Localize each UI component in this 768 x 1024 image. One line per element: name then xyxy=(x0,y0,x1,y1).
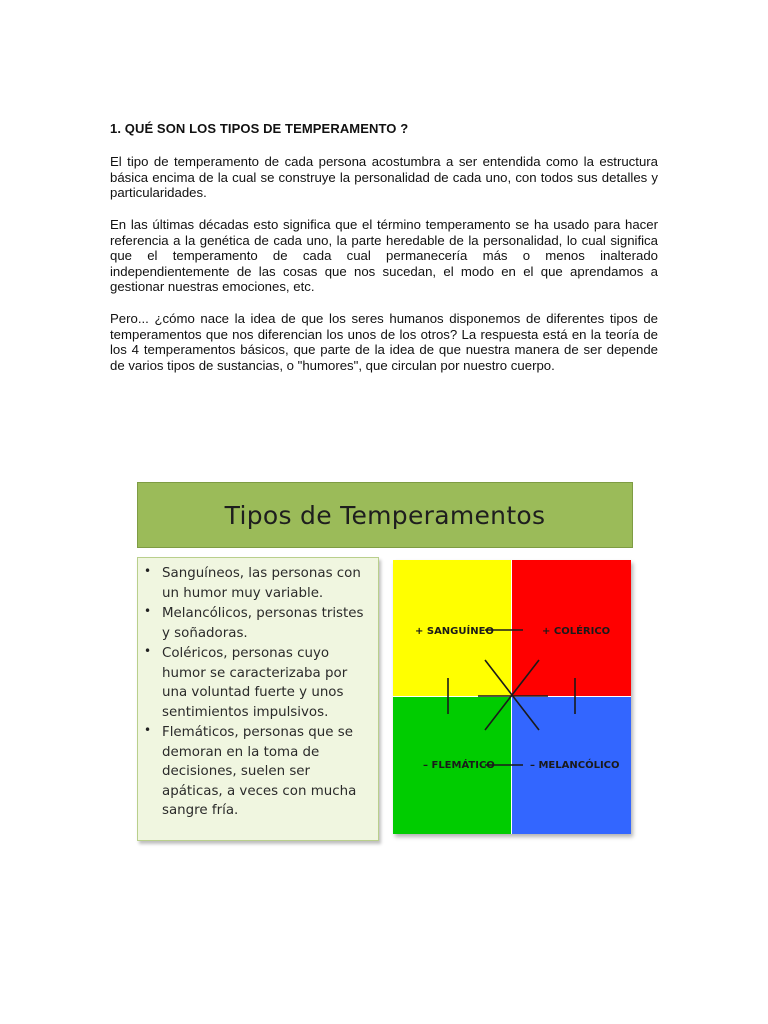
temperament-quadrant-diagram xyxy=(393,560,631,834)
bullet-dot-icon: • xyxy=(144,723,152,737)
paragraph-2 xyxy=(110,217,658,295)
paragraph-1 xyxy=(110,154,658,201)
bullet-dot-icon: • xyxy=(144,644,152,658)
bullet-sanguineos xyxy=(144,564,374,603)
bullet-text: Coléricos, personas cuyo humor se caracterizaba por una voluntad fuerte y unos sentimientos impulsivos. xyxy=(162,646,348,720)
bullet-text: Melancólicos, personas tristes y soñadoras. xyxy=(162,606,364,641)
bullet-dot-icon: • xyxy=(144,604,152,618)
section-heading: 1. QUÉ SON LOS TIPOS DE TEMPERAMENTO ? xyxy=(110,121,409,136)
bullet-dot-icon: • xyxy=(144,564,152,578)
bullet-text: Sanguíneos, las personas con un humor muy variable. xyxy=(162,566,361,601)
infographic-title: Tipos de Temperamentos xyxy=(224,500,546,530)
label-colerico: + COLÉRICO xyxy=(542,626,611,637)
temperament-bullet-list xyxy=(144,564,374,821)
paragraph-text: En las últimas décadas esto significa que el término temperamento se ha usado para hacer referencia a la genética de cada uno, la parte heredable de la personalidad, lo cual significa que el temperamento de cada cual permanecería más o menos inalterado independientemente de las cosas que nos sucedan, el modo en el que aprendamos a gestionar nuestras emociones, etc. xyxy=(110,217,658,295)
label-flematico: – FLEMÁTICO xyxy=(423,760,495,771)
quadrant-connector-lines xyxy=(393,560,631,834)
label-melancolico: – MELANCÓLICO xyxy=(530,760,620,771)
label-sanguineo: + SANGUÍNEO xyxy=(415,626,494,637)
paragraph-text: Pero... ¿cómo nace la idea de que los seres humanos disponemos de diferentes tipos de temperamentos que nos diferencian los unos de los otros? La respuesta está en la teoría de los 4 temperamentos básicos, que parte de la idea de que nuestra manera de ser depende de varios tipos de sustancias, o "humores", que circulan por nuestro cuerpo. xyxy=(110,311,658,373)
bullet-flematicos xyxy=(144,723,374,821)
temperament-bullet-box xyxy=(137,557,379,841)
paragraph-3 xyxy=(110,311,658,373)
bullet-text: Flemáticos, personas que se demoran en la toma de decisiones, suelen ser apáticas, a veces con mucha sangre fría. xyxy=(162,725,357,818)
bullet-colericos xyxy=(144,644,374,722)
bullet-melancolicos xyxy=(144,604,374,643)
infographic-title-banner xyxy=(137,482,633,548)
paragraph-text: El tipo de temperamento de cada persona acostumbra a ser entendida como la estructura básica encima de la cual se construye la personalidad de cada uno, con todos sus detalles y particularidades. xyxy=(110,154,658,201)
temperament-infographic xyxy=(137,482,633,844)
